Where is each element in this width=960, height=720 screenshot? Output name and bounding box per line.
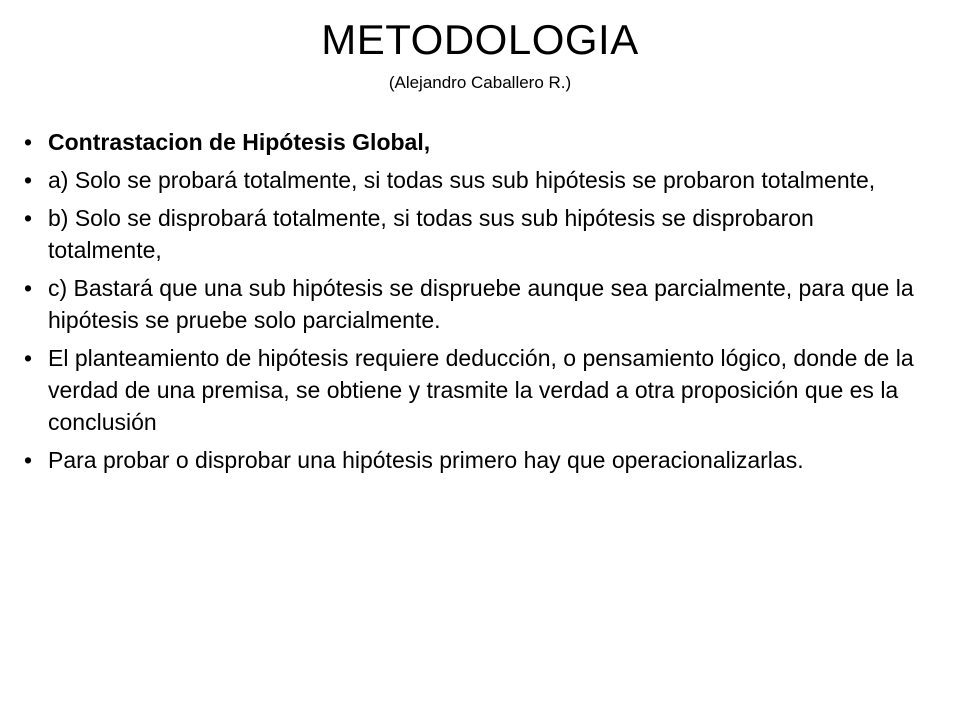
bullet-text: Contrastacion de Hipótesis Global, [48,129,431,155]
bullet-item [22,272,922,336]
bullet-text: Para probar o disprobar una hipótesis primero hay que operacionalizarlas. [48,447,804,473]
bullet-item [22,444,922,476]
bullet-point-icon: • [24,205,33,231]
bullet-item [22,164,922,196]
slide-title: METODOLOGIA [321,16,639,63]
bullet-point-icon: • [24,447,33,473]
bullet-text: El planteamiento de hipótesis requiere deducción, o pensamiento lógico, donde de la verdad de una premisa, se obtiene y trasmite la verdad a otra proposición que es la conclusión [48,345,914,435]
bullet-list [22,126,922,482]
bullet-point-icon: • [24,275,33,301]
bullet-item [22,342,922,438]
bullet-point-icon: • [24,345,33,371]
bullet-text: b) Solo se disprobará totalmente, si todas sus sub hipótesis se disprobaron totalmente, [48,205,814,263]
bullet-item [22,126,922,158]
bullet-point-icon: • [24,167,33,193]
title-block [0,14,960,94]
bullet-text: c) Bastará que una sub hipótesis se dispruebe aunque sea parcialmente, para que la hipótesis se pruebe solo parcialmente. [48,275,914,333]
slide-subtitle: (Alejandro Caballero R.) [388,73,572,92]
bullet-item [22,202,922,266]
bullet-text: a) Solo se probará totalmente, si todas sus sub hipótesis se probaron totalmente, [48,167,876,193]
bullet-point-icon: • [24,129,33,155]
